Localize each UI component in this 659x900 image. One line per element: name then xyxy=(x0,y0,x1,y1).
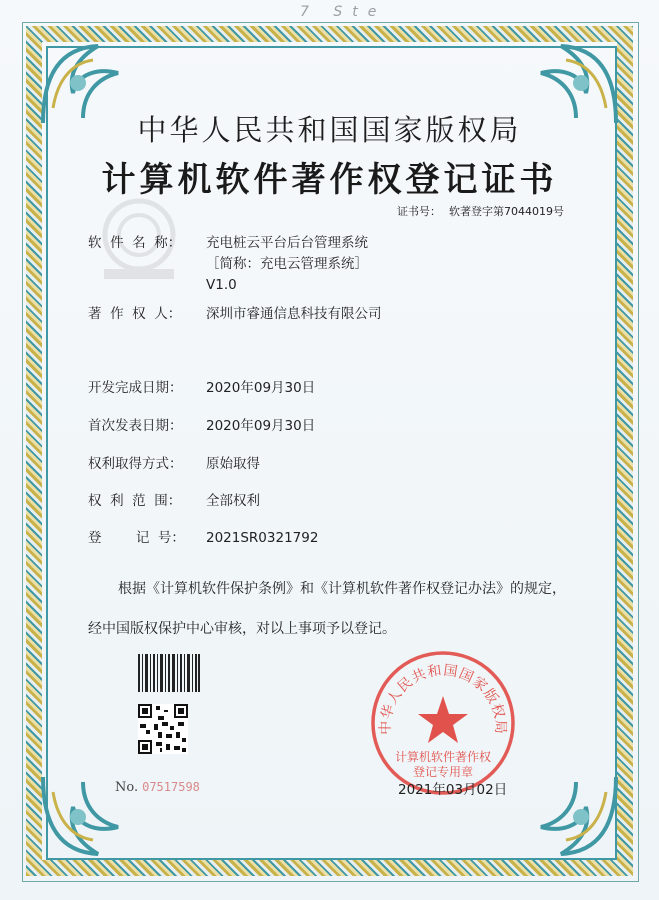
svg-text:计算机软件著作权: 计算机软件著作权 xyxy=(394,750,492,764)
field-value: 2020年09月30日 xyxy=(206,380,316,396)
barcode-icon xyxy=(138,654,200,692)
field-registration-number xyxy=(88,528,318,549)
field-label: 权 利 范 围： xyxy=(88,493,182,509)
software-short-name: ［简称：充电云管理系统］ xyxy=(206,256,368,272)
field-value: 2020年09月30日 xyxy=(206,418,316,434)
software-name: 充电桩云平台后台管理系统 xyxy=(206,235,368,251)
cert-number-value: 软著登字第7044019号 xyxy=(449,205,564,218)
qr-code-icon xyxy=(138,704,188,754)
field-publication-date xyxy=(88,416,315,437)
serial-value: 07517598 xyxy=(142,780,200,794)
svg-text:登记专用章: 登记专用章 xyxy=(412,765,474,779)
official-seal-icon xyxy=(368,648,518,798)
field-copyright-owner xyxy=(88,304,382,325)
field-label: 权利取得方式： xyxy=(88,456,183,472)
field-software-name xyxy=(88,233,368,296)
certificate-number xyxy=(397,203,564,219)
field-rights-scope xyxy=(88,491,260,512)
certificate-title: 计算机软件著作权登记证书 xyxy=(101,160,558,200)
field-value: 深圳市睿通信息科技有限公司 xyxy=(206,306,382,322)
field-value: 全部权利 xyxy=(206,493,260,509)
field-label: 著 作 权 人： xyxy=(88,306,182,322)
cert-number-label: 证书号： xyxy=(397,205,441,218)
field-label: 首次发表日期： xyxy=(88,418,183,434)
field-value xyxy=(206,233,368,296)
corner-ornament-icon xyxy=(531,772,621,862)
issuer-title: 中华人民共和国国家版权局 xyxy=(137,113,522,147)
field-completion-date xyxy=(88,378,315,399)
registration-statement: 根据《计算机软件保护条例》和《计算机软件著作权登记办法》的规定，经中国版权保护中心审核，对以上事项予以登记。 xyxy=(88,581,566,637)
issue-date: 2021年03月02日 xyxy=(398,782,508,798)
field-label: 开发完成日期： xyxy=(88,380,183,396)
serial-number xyxy=(115,780,200,795)
handwritten-note: 7 Ste xyxy=(300,4,387,20)
field-label: 软 件 名 称： xyxy=(88,235,182,251)
field-value: 原始取得 xyxy=(206,456,260,472)
serial-label: No. xyxy=(115,780,139,795)
field-value: 2021SR0321792 xyxy=(206,530,319,546)
field-acquisition-method xyxy=(88,454,260,475)
software-version: V1.0 xyxy=(206,277,237,293)
field-label: 登 记 号： xyxy=(88,530,185,546)
svg-text:中华人民共和国国家版权局: 中华人民共和国国家版权局 xyxy=(377,662,509,735)
